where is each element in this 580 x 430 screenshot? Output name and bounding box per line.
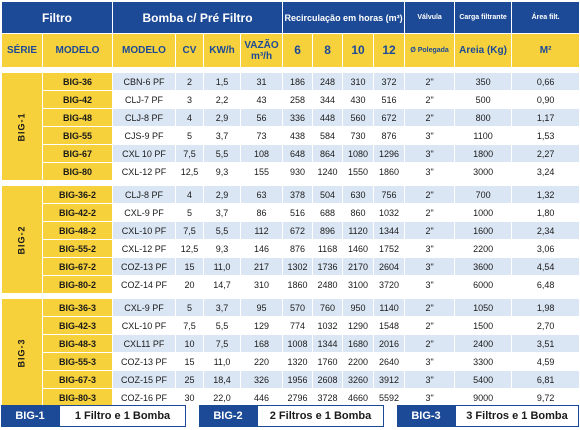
h8-cell: 688 [313, 204, 343, 222]
carga-header: Carga filtrante [455, 2, 512, 34]
h8-cell: 448 [313, 109, 343, 127]
table-row [2, 335, 580, 353]
table-row [2, 240, 580, 258]
h12-cell: 1548 [374, 317, 405, 335]
bomba-cell: CBN-6 PF [113, 73, 176, 91]
cv-cell: 7,5 [176, 222, 204, 240]
filtro-model-cell: BIG-55-2 [43, 240, 113, 258]
h8-cell: 248 [313, 73, 343, 91]
h6-cell: 516 [283, 204, 313, 222]
serie-col-header: SÉRIE [2, 34, 43, 68]
valvula-cell: 3" [405, 371, 455, 389]
cv-cell: 2 [176, 73, 204, 91]
kwh-cell: 22,0 [204, 389, 241, 407]
vazao-col-header: VAZÃO m³/h [241, 34, 283, 68]
area-cell: 1,17 [512, 109, 580, 127]
filtro-model-cell: BIG-80 [43, 163, 113, 181]
bomba-cell: COZ-13 PF [113, 258, 176, 276]
cv-cell: 10 [176, 335, 204, 353]
h12-cell: 1032 [374, 204, 405, 222]
serie-text: BIG-3 [16, 337, 27, 368]
area-cell: 0,66 [512, 73, 580, 91]
h6-cell: 258 [283, 91, 313, 109]
kwh-cell: 18,4 [204, 371, 241, 389]
filtro-model-cell: BIG-67-3 [43, 371, 113, 389]
vazao-cell: 86 [241, 204, 283, 222]
bomba-cell: CLJ-7 PF [113, 91, 176, 109]
filtro-model-cell: BIG-48 [43, 109, 113, 127]
modelo-bomba-col-header: MODELO [113, 34, 176, 68]
recirculacao-header: Recirculação em horas (m³) [283, 2, 405, 34]
kwh-cell: 3,7 [204, 299, 241, 317]
vazao-cell: 112 [241, 222, 283, 240]
bomba-cell: CXL-12 PF [113, 240, 176, 258]
valvula-cell: 3" [405, 353, 455, 371]
valvula-cell: 3" [405, 389, 455, 407]
areia-cell: 3600 [455, 258, 512, 276]
table-body [2, 68, 580, 407]
filtro-model-cell: BIG-67-2 [43, 258, 113, 276]
cv-cell: 30 [176, 389, 204, 407]
h8-cell: 1168 [313, 240, 343, 258]
bomba-cell: CXL-10 PF [113, 317, 176, 335]
area-cell: 0,90 [512, 91, 580, 109]
area-cell: 2,70 [512, 317, 580, 335]
areia-cell: 3000 [455, 163, 512, 181]
h6-cell: 930 [283, 163, 313, 181]
cv-cell: 4 [176, 186, 204, 204]
serie-label [2, 299, 43, 407]
bomba-cell: CXL-9 PF [113, 299, 176, 317]
areia-cell: 350 [455, 73, 512, 91]
bomba-cell: CXL-10 PF [113, 222, 176, 240]
legend [1, 405, 579, 427]
bomba-header: Bomba c/ Pré Filtro [113, 2, 283, 34]
serie-text: BIG-2 [16, 224, 27, 255]
h6-cell: 1956 [283, 371, 313, 389]
table-row [2, 258, 580, 276]
h6-cell: 672 [283, 222, 313, 240]
h6-cell: 336 [283, 109, 313, 127]
h10-cell: 630 [343, 186, 374, 204]
area-header: Área filt. [512, 2, 580, 34]
areia-cell: 6000 [455, 276, 512, 294]
legend-desc-big2: 2 Filtros e 1 Bomba [257, 405, 384, 427]
kwh-cell: 1,5 [204, 73, 241, 91]
serie-label [2, 73, 43, 181]
bomba-cell: COZ-15 PF [113, 371, 176, 389]
cv-cell: 5 [176, 204, 204, 222]
valvula-cell: 3" [405, 163, 455, 181]
h8-cell: 896 [313, 222, 343, 240]
h8-cell: 760 [313, 299, 343, 317]
h12-cell: 2640 [374, 353, 405, 371]
vazao-cell: 217 [241, 258, 283, 276]
vazao-cell: 95 [241, 299, 283, 317]
vazao-cell: 129 [241, 317, 283, 335]
header-row [2, 2, 580, 34]
legend-gap [186, 405, 199, 427]
table-row [2, 145, 580, 163]
h12-cell: 3720 [374, 276, 405, 294]
kwh-col-header: KW/h [204, 34, 241, 68]
areia-cell: 1600 [455, 222, 512, 240]
h8-cell: 1032 [313, 317, 343, 335]
table-row [2, 299, 580, 317]
areia-cell: 3300 [455, 353, 512, 371]
h12-cell: 756 [374, 186, 405, 204]
h12-cell: 3912 [374, 371, 405, 389]
h6-cell: 438 [283, 127, 313, 145]
valvula-cell: 3" [405, 145, 455, 163]
area-cell: 1,53 [512, 127, 580, 145]
vazao-cell: 73 [241, 127, 283, 145]
table-row [2, 163, 580, 181]
h6-cell: 2796 [283, 389, 313, 407]
vazao-cell: 446 [241, 389, 283, 407]
filtro-model-cell: BIG-80-3 [43, 389, 113, 407]
h6-cell: 570 [283, 299, 313, 317]
table-row [2, 276, 580, 294]
valvula-header: Válvula [405, 2, 455, 34]
h6-cell: 648 [283, 145, 313, 163]
h6-cell: 1320 [283, 353, 313, 371]
area-cell: 1,80 [512, 204, 580, 222]
filtro-model-cell: BIG-42-2 [43, 204, 113, 222]
h6-col-header: 6 [283, 34, 313, 68]
cv-cell: 12,5 [176, 163, 204, 181]
table-row [2, 317, 580, 335]
h6-cell: 774 [283, 317, 313, 335]
area-cell: 2,27 [512, 145, 580, 163]
table-row [2, 91, 580, 109]
h10-cell: 860 [343, 204, 374, 222]
h6-cell: 1008 [283, 335, 313, 353]
cv-cell: 20 [176, 276, 204, 294]
valvula-cell: 2" [405, 186, 455, 204]
filtro-model-cell: BIG-36-2 [43, 186, 113, 204]
kwh-cell: 5,5 [204, 317, 241, 335]
serie-label [2, 186, 43, 294]
vazao-cell: 310 [241, 276, 283, 294]
table-row [2, 389, 580, 407]
table-row [2, 186, 580, 204]
kwh-cell: 5,5 [204, 145, 241, 163]
areia-cell: 800 [455, 109, 512, 127]
cv-cell: 5 [176, 127, 204, 145]
h6-cell: 1302 [283, 258, 313, 276]
valvula-cell: 2" [405, 317, 455, 335]
cv-cell: 15 [176, 258, 204, 276]
valvula-cell: 3" [405, 127, 455, 145]
area-cell: 3,24 [512, 163, 580, 181]
area-cell: 6,81 [512, 371, 580, 389]
cv-cell: 25 [176, 371, 204, 389]
area-cell: 4,54 [512, 258, 580, 276]
areia-cell: 5400 [455, 371, 512, 389]
legend-code-big1: BIG-1 [1, 405, 59, 427]
vazao-cell: 31 [241, 73, 283, 91]
bomba-cell: COZ-13 PF [113, 353, 176, 371]
h8-cell: 3728 [313, 389, 343, 407]
kwh-cell: 11,0 [204, 353, 241, 371]
h8-cell: 1344 [313, 335, 343, 353]
table-row [2, 371, 580, 389]
h12-cell: 2604 [374, 258, 405, 276]
filtro-model-cell: BIG-36-3 [43, 299, 113, 317]
h10-cell: 1080 [343, 145, 374, 163]
modelo-filtro-col-header: MODELO [43, 34, 113, 68]
h10-cell: 1550 [343, 163, 374, 181]
kwh-cell: 2,9 [204, 109, 241, 127]
h8-cell: 2608 [313, 371, 343, 389]
bomba-cell: CXL 10 PF [113, 145, 176, 163]
bomba-cell: CJS-9 PF [113, 127, 176, 145]
kwh-cell: 5,5 [204, 222, 241, 240]
areia-cell: 2200 [455, 240, 512, 258]
cv-cell: 7,5 [176, 317, 204, 335]
areia-cell: 1500 [455, 317, 512, 335]
valvula-cell: 3" [405, 276, 455, 294]
table-row [2, 127, 580, 145]
legend-code-big3: BIG-3 [397, 405, 455, 427]
h12-cell: 5592 [374, 389, 405, 407]
h8-cell: 864 [313, 145, 343, 163]
vazao-cell: 146 [241, 240, 283, 258]
valvula-col-header: Ø Polegada [405, 34, 455, 68]
valvula-cell: 2" [405, 299, 455, 317]
h8-cell: 504 [313, 186, 343, 204]
h6-cell: 378 [283, 186, 313, 204]
h10-cell: 3260 [343, 371, 374, 389]
h10-cell: 1680 [343, 335, 374, 353]
h10-cell: 1120 [343, 222, 374, 240]
bomba-cell: COZ-16 PF [113, 389, 176, 407]
filtro-model-cell: BIG-80-2 [43, 276, 113, 294]
areia-col-header: Areia (Kg) [455, 34, 512, 68]
h10-cell: 2170 [343, 258, 374, 276]
h12-cell: 672 [374, 109, 405, 127]
area-cell: 3,06 [512, 240, 580, 258]
valvula-cell: 3" [405, 258, 455, 276]
filtro-model-cell: BIG-48-2 [43, 222, 113, 240]
kwh-cell: 7,5 [204, 335, 241, 353]
h10-cell: 2200 [343, 353, 374, 371]
h12-col-header: 12 [374, 34, 405, 68]
h12-cell: 1140 [374, 299, 405, 317]
h8-cell: 1736 [313, 258, 343, 276]
bomba-cell: CXL11 PF [113, 335, 176, 353]
h8-cell: 1760 [313, 353, 343, 371]
bomba-cell: CLJ-8 PF [113, 186, 176, 204]
h12-cell: 516 [374, 91, 405, 109]
h8-cell: 344 [313, 91, 343, 109]
h10-cell: 950 [343, 299, 374, 317]
h12-cell: 876 [374, 127, 405, 145]
legend-code-big2: BIG-2 [199, 405, 257, 427]
cv-cell: 4 [176, 109, 204, 127]
areia-cell: 1800 [455, 145, 512, 163]
legend-gap [384, 405, 397, 427]
h8-col-header: 8 [313, 34, 343, 68]
table-row [2, 222, 580, 240]
h12-cell: 1296 [374, 145, 405, 163]
h10-col-header: 10 [343, 34, 374, 68]
table-row [2, 109, 580, 127]
valvula-cell: 2" [405, 109, 455, 127]
vazao-cell: 155 [241, 163, 283, 181]
table-row [2, 353, 580, 371]
cv-cell: 5 [176, 299, 204, 317]
h10-cell: 430 [343, 91, 374, 109]
filtro-model-cell: BIG-42-3 [43, 317, 113, 335]
kwh-cell: 11,0 [204, 258, 241, 276]
kwh-cell: 3,7 [204, 127, 241, 145]
legend-desc-big3: 3 Filtros e 1 Bomba [455, 405, 579, 427]
valvula-cell: 3" [405, 240, 455, 258]
h8-cell: 2480 [313, 276, 343, 294]
kwh-cell: 14,7 [204, 276, 241, 294]
h8-cell: 584 [313, 127, 343, 145]
filtro-model-cell: BIG-48-3 [43, 335, 113, 353]
bomba-cell: CXL-12 PF [113, 163, 176, 181]
areia-cell: 9000 [455, 389, 512, 407]
h10-cell: 560 [343, 109, 374, 127]
h6-cell: 876 [283, 240, 313, 258]
serie-text: BIG-1 [16, 111, 27, 142]
valvula-cell: 2" [405, 222, 455, 240]
cv-cell: 12,5 [176, 240, 204, 258]
area-cell: 1,32 [512, 186, 580, 204]
vazao-cell: 108 [241, 145, 283, 163]
area-cell: 3,51 [512, 335, 580, 353]
bomba-cell: CLJ-8 PF [113, 109, 176, 127]
h8-cell: 1240 [313, 163, 343, 181]
kwh-cell: 2,2 [204, 91, 241, 109]
table-row [2, 204, 580, 222]
areia-cell: 2400 [455, 335, 512, 353]
vazao-cell: 326 [241, 371, 283, 389]
vazao-cell: 43 [241, 91, 283, 109]
areia-cell: 700 [455, 186, 512, 204]
area-cell: 9,72 [512, 389, 580, 407]
valvula-cell: 2" [405, 91, 455, 109]
h10-cell: 3100 [343, 276, 374, 294]
h10-cell: 1290 [343, 317, 374, 335]
kwh-cell: 9,3 [204, 163, 241, 181]
filtro-model-cell: BIG-42 [43, 91, 113, 109]
h12-cell: 1752 [374, 240, 405, 258]
area-cell: 2,34 [512, 222, 580, 240]
table-row [2, 73, 580, 91]
area-cell: 1,98 [512, 299, 580, 317]
bomba-cell: CXL-9 PF [113, 204, 176, 222]
h10-cell: 4660 [343, 389, 374, 407]
bomba-cell: COZ-14 PF [113, 276, 176, 294]
areia-cell: 500 [455, 91, 512, 109]
subheader-row [2, 34, 580, 68]
filtro-model-cell: BIG-67 [43, 145, 113, 163]
legend-desc-big1: 1 Filtro e 1 Bomba [59, 405, 186, 427]
h12-cell: 372 [374, 73, 405, 91]
cv-cell: 15 [176, 353, 204, 371]
vazao-cell: 168 [241, 335, 283, 353]
vazao-cell: 63 [241, 186, 283, 204]
areia-cell: 1050 [455, 299, 512, 317]
area-cell: 6,48 [512, 276, 580, 294]
h6-cell: 186 [283, 73, 313, 91]
filtro-model-cell: BIG-55-3 [43, 353, 113, 371]
h10-cell: 1460 [343, 240, 374, 258]
h12-cell: 2016 [374, 335, 405, 353]
vazao-cell: 220 [241, 353, 283, 371]
h10-cell: 730 [343, 127, 374, 145]
vazao-cell: 56 [241, 109, 283, 127]
h6-cell: 1860 [283, 276, 313, 294]
cv-cell: 7,5 [176, 145, 204, 163]
valvula-cell: 2" [405, 73, 455, 91]
cv-col-header: CV [176, 34, 204, 68]
h10-cell: 310 [343, 73, 374, 91]
areia-cell: 1100 [455, 127, 512, 145]
kwh-cell: 9,3 [204, 240, 241, 258]
specifications-table [1, 1, 580, 407]
areia-cell: 1000 [455, 204, 512, 222]
filtro-header: Filtro [2, 2, 113, 34]
area-cell: 4,59 [512, 353, 580, 371]
kwh-cell: 3,7 [204, 204, 241, 222]
h12-cell: 1344 [374, 222, 405, 240]
filtro-model-cell: BIG-36 [43, 73, 113, 91]
cv-cell: 3 [176, 91, 204, 109]
m2-col-header: M² [512, 34, 580, 68]
h12-cell: 1860 [374, 163, 405, 181]
valvula-cell: 2" [405, 204, 455, 222]
filtro-model-cell: BIG-55 [43, 127, 113, 145]
valvula-cell: 2" [405, 335, 455, 353]
kwh-cell: 2,9 [204, 186, 241, 204]
